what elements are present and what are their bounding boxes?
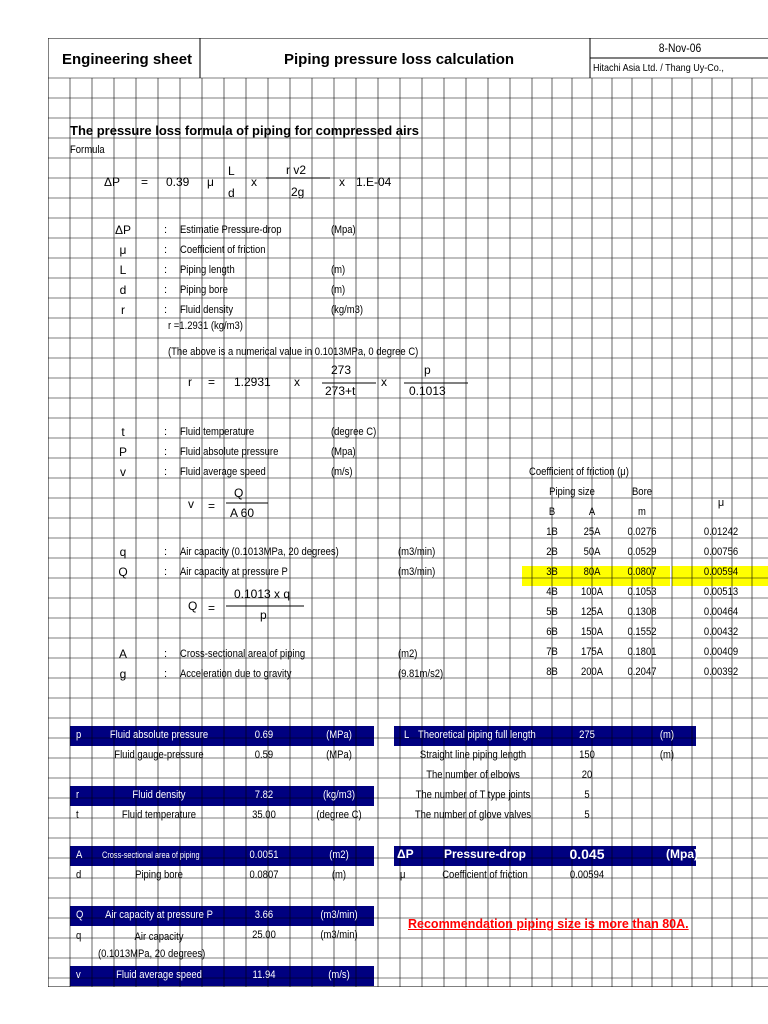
- company-name: Hitachi Asia Ltd. / Thang Uy-Co.,: [593, 62, 724, 74]
- legend-unit-0: (Mpa): [331, 224, 356, 236]
- sheet-date: 8-Nov-06: [658, 41, 702, 55]
- legend3-colon-0: :: [164, 546, 168, 558]
- legend-unit-3: (m): [331, 284, 346, 296]
- input-p-symbol: p: [76, 729, 82, 741]
- legend-desc-0: Estimatie Pressure-drop: [180, 224, 282, 236]
- df-den1: 273+t: [325, 384, 356, 398]
- legend2-symbol-1: P: [118, 445, 127, 459]
- friction-row-4-m: 0.1308: [627, 606, 657, 618]
- friction-row-3-b: 4B: [546, 586, 558, 598]
- formula-coef: 0.39: [166, 175, 190, 189]
- input-q-label1: Air capacity: [134, 931, 184, 943]
- input-v-label: Fluid average speed: [116, 969, 202, 981]
- legend-desc-2: Piping length: [180, 264, 235, 276]
- legend2-symbol-2: v: [120, 465, 126, 479]
- legend-desc-4: Fluid density: [180, 304, 234, 316]
- input-q-unit: (m3/min): [320, 929, 358, 941]
- cf-Q: Q: [188, 599, 198, 613]
- result-dp-unit: (Mpa): [666, 847, 698, 861]
- result-dp-value: 0.045: [569, 846, 605, 862]
- formula-L: L: [228, 164, 235, 178]
- friction-row-5-b: 6B: [546, 626, 558, 638]
- input-L-value: 275: [579, 729, 595, 741]
- legend-unit-2: (m): [331, 264, 346, 276]
- legend2-colon-2: :: [164, 466, 168, 478]
- legend3-symbol-1: Q: [118, 565, 128, 579]
- legend4-desc-1: Acceleration due to gravity: [180, 668, 292, 680]
- legend4-desc-0: Cross-sectional area of piping: [180, 648, 306, 660]
- legend-desc-1: Coefficient of friction: [180, 244, 266, 256]
- friction-col-m: m: [638, 506, 646, 518]
- formula-factor: 1.E-04: [356, 175, 392, 189]
- legend-symbol-4: r: [121, 303, 125, 317]
- input-L-symbol: L: [404, 729, 410, 741]
- df-x1: x: [294, 375, 300, 389]
- input-t-unit: (degree C): [316, 809, 362, 821]
- input-Q-symbol: Q: [76, 909, 84, 921]
- friction-row-7-m: 0.2047: [627, 666, 657, 678]
- legend2-desc-2: Fluid average speed: [180, 466, 266, 478]
- sf-den: A 60: [230, 506, 255, 520]
- friction-col-b: B: [548, 506, 556, 518]
- input-Q-label: Air capacity at pressure P: [105, 909, 213, 921]
- friction-row-1-a: 50A: [583, 546, 601, 558]
- legend3-desc-0: Air capacity (0.1013MPa, 20 degrees): [180, 546, 339, 558]
- input-p-label: Fluid absolute pressure: [109, 729, 209, 741]
- friction-row-3-m: 0.1053: [627, 586, 657, 598]
- legend2-unit-1: (Mpa): [331, 446, 356, 458]
- legend4-unit-0: (m2): [398, 648, 418, 660]
- formula-d: d: [228, 186, 235, 200]
- sf-eq: =: [208, 499, 216, 513]
- formula-eq: =: [141, 175, 149, 189]
- input-t-symbol: t: [76, 809, 79, 821]
- legend4-symbol-0: A: [118, 647, 127, 661]
- input-t-value[interactable]: 35.00: [252, 809, 276, 821]
- input-el-label: The number of elbows: [426, 769, 520, 781]
- input-L-label: Theoretical piping full length: [418, 729, 536, 741]
- input-sl-unit: (m): [659, 749, 675, 761]
- input-sl-label: Straight line piping length: [419, 749, 527, 761]
- friction-row-7-mu: 0.00392: [703, 666, 739, 678]
- legend-symbol-0: ΔP: [114, 223, 132, 237]
- friction-row-5-a: 150A: [580, 626, 604, 638]
- friction-row-6-b: 7B: [546, 646, 558, 658]
- legend2-symbol-0: t: [121, 425, 125, 439]
- input-q-value[interactable]: 25.00: [252, 929, 276, 941]
- legend3-desc-1: Air capacity at pressure P: [180, 566, 288, 578]
- cf-den: p: [260, 608, 267, 622]
- legend4-symbol-1: g: [119, 667, 127, 681]
- sheet-title: Engineering sheet: [62, 51, 193, 68]
- input-A-value: 0.0051: [249, 849, 279, 861]
- input-pg-unit: (MPa): [326, 749, 352, 761]
- friction-row-6-a: 175A: [580, 646, 604, 658]
- engineering-sheet: [48, 38, 768, 987]
- input-p-value[interactable]: 0.69: [254, 729, 274, 741]
- input-sl-value[interactable]: 150: [579, 749, 595, 761]
- sheet-subtitle: Piping pressure loss calculation: [284, 51, 515, 68]
- friction-row-2-mu: 0.00594: [703, 566, 739, 578]
- input-Q-value: 3.66: [254, 909, 274, 921]
- legend3-colon-1: :: [164, 566, 168, 578]
- friction-row-1-mu: 0.00756: [703, 546, 739, 558]
- input-tj-value[interactable]: 5: [584, 789, 590, 801]
- input-el-value[interactable]: 20: [581, 769, 593, 781]
- legend3-unit-1: (m3/min): [398, 566, 436, 578]
- friction-table-title: Coefficient of friction (μ): [529, 466, 629, 478]
- input-d-value: 0.0807: [249, 869, 279, 881]
- friction-table-mu: μ: [717, 497, 725, 509]
- legend2-desc-1: Fluid absolute pressure: [180, 446, 279, 458]
- df-x2: x: [381, 375, 387, 389]
- df-num1: 273: [331, 363, 352, 377]
- friction-col-a: A: [588, 506, 596, 518]
- friction-row-7-b: 8B: [546, 666, 558, 678]
- legend-colon-0: :: [164, 224, 168, 236]
- sf-num: Q: [234, 486, 244, 500]
- legend-colon-1: :: [164, 244, 168, 256]
- legend2-unit-0: (degree C): [331, 426, 377, 438]
- legend-symbol-2: L: [119, 263, 127, 277]
- input-A-unit: (m2): [329, 849, 349, 861]
- friction-row-0-m: 0.0276: [627, 526, 657, 538]
- friction-row-7-a: 200A: [580, 666, 604, 678]
- recommendation-text: Recommendation piping size is more than 80A.: [408, 917, 689, 931]
- legend4-colon-0: :: [164, 648, 168, 660]
- friction-row-2-a: 80A: [583, 566, 601, 578]
- df-eq: =: [208, 375, 216, 389]
- input-v-symbol: v: [76, 969, 81, 981]
- input-d-unit: (m): [331, 869, 347, 881]
- friction-row-6-mu: 0.00409: [703, 646, 739, 658]
- input-p-unit: (MPa): [326, 729, 352, 741]
- input-r-label: Fluid density: [132, 789, 186, 801]
- density-explain: (The above is a numerical value in 0.1013MPa, 0 degree C): [168, 346, 419, 358]
- formula-2g: 2g: [291, 185, 305, 199]
- input-q-label2: (0.1013MPa, 20 degrees): [98, 948, 206, 960]
- input-L-unit: (m): [659, 729, 675, 741]
- result-mu-symbol: μ: [400, 869, 406, 881]
- legend-colon-4: :: [164, 304, 168, 316]
- input-Q-unit: (m3/min): [320, 909, 358, 921]
- input-A-symbol: A: [76, 849, 83, 861]
- result-dp-label: Pressure-drop: [443, 847, 527, 861]
- legend4-colon-1: :: [164, 668, 168, 680]
- legend2-colon-0: :: [164, 426, 168, 438]
- friction-row-1-m: 0.0529: [627, 546, 657, 558]
- legend2-colon-1: :: [164, 446, 168, 458]
- formula-label: Formula: [70, 144, 105, 156]
- input-t-label: Fluid temperature: [121, 809, 197, 821]
- input-A-label: Cross-sectional area of piping: [102, 850, 200, 860]
- input-r-unit: (kg/m3): [322, 789, 356, 801]
- friction-row-0-a: 25A: [583, 526, 601, 538]
- friction-table-bore: Bore: [632, 486, 652, 498]
- friction-row-6-m: 0.1801: [627, 646, 657, 658]
- legend2-unit-2: (m/s): [331, 466, 353, 478]
- input-v-unit: (m/s): [328, 969, 350, 981]
- df-num2: p: [424, 363, 431, 377]
- formula-x1: x: [251, 175, 257, 189]
- friction-row-3-a: 100A: [580, 586, 604, 598]
- friction-row-5-mu: 0.00432: [703, 626, 739, 638]
- input-r-symbol: r: [76, 789, 80, 801]
- input-gv-label: The number of glove valves: [414, 809, 532, 821]
- legend-symbol-3: d: [119, 283, 127, 297]
- friction-row-0-b: 1B: [546, 526, 558, 538]
- formula-x2: x: [339, 175, 345, 189]
- legend-unit-4: (kg/m3): [331, 304, 364, 316]
- sf-v: v: [188, 497, 194, 511]
- input-pg-label: Fluid gauge-pressure: [114, 749, 204, 761]
- legend-symbol-1: μ: [119, 243, 127, 257]
- input-tj-label: The number of T type joints: [415, 789, 531, 801]
- input-pg-value: 0.59: [254, 749, 274, 761]
- friction-row-4-b: 5B: [546, 606, 558, 618]
- result-mu-value: 0.00594: [569, 869, 605, 881]
- legend4-unit-1: (9.81m/s2): [398, 668, 444, 680]
- input-q-symbol: q: [76, 930, 82, 942]
- cf-eq: =: [208, 601, 216, 615]
- density-note: r =1.2931 (kg/m3): [168, 320, 243, 332]
- legend-colon-3: :: [164, 284, 168, 296]
- friction-table-piping-size: Piping size: [549, 486, 595, 498]
- cf-num: 0.1013 x q: [234, 587, 291, 601]
- friction-row-4-mu: 0.00464: [703, 606, 739, 618]
- friction-row-3-mu: 0.00513: [703, 586, 739, 598]
- friction-row-1-b: 2B: [546, 546, 558, 558]
- result-mu-label: Coefficient of friction: [442, 869, 528, 881]
- friction-row-0-mu: 0.01242: [703, 526, 739, 538]
- df-den2: 0.1013: [409, 384, 446, 398]
- legend3-unit-0: (m3/min): [398, 546, 436, 558]
- formula-dp: ΔP: [104, 175, 121, 189]
- input-d-symbol: d: [76, 869, 82, 881]
- input-d-label: Piping bore: [135, 869, 183, 881]
- friction-row-5-m: 0.1552: [627, 626, 657, 638]
- friction-row-4-a: 125A: [580, 606, 604, 618]
- section-title: The pressure loss formula of piping for compressed airs: [70, 123, 419, 138]
- input-v-value: 11.94: [252, 969, 276, 981]
- legend3-symbol-0: q: [119, 545, 127, 559]
- input-gv-value[interactable]: 5: [584, 809, 590, 821]
- friction-row-2-b: 3B: [546, 566, 558, 578]
- friction-row-2-m: 0.0807: [627, 566, 657, 578]
- formula-rv2: r v2: [286, 163, 307, 177]
- input-r-value: 7.82: [254, 789, 274, 801]
- df-val: 1.2931: [234, 375, 271, 389]
- legend-colon-2: :: [164, 264, 168, 276]
- legend-desc-3: Piping bore: [180, 284, 228, 296]
- formula-mu: μ: [207, 175, 214, 189]
- df-r: r: [188, 375, 192, 389]
- result-dp-symbol: ΔP: [397, 847, 414, 861]
- legend2-desc-0: Fluid temperature: [180, 426, 255, 438]
